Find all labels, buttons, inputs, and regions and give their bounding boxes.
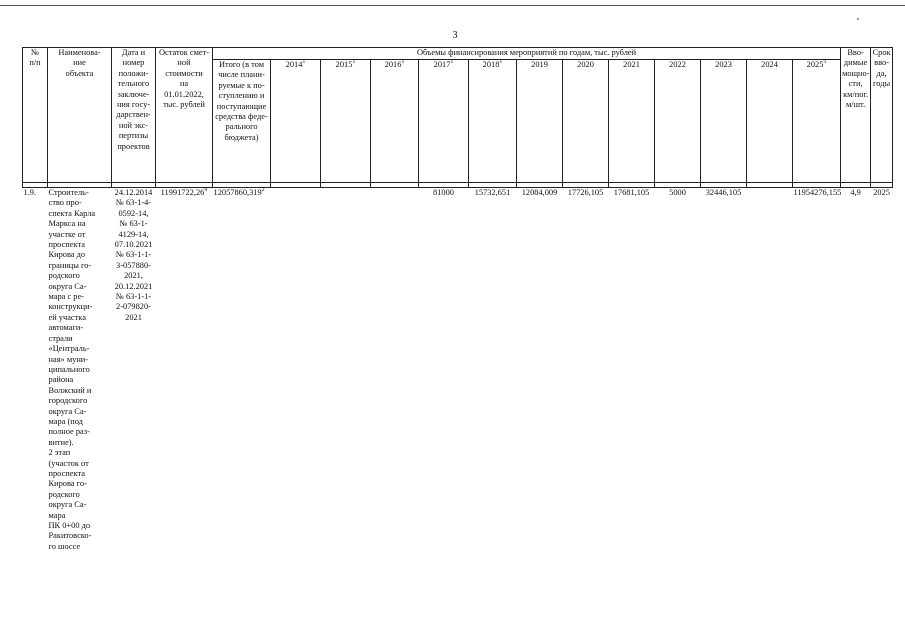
object-name-line: спекта Карла <box>48 208 96 218</box>
header-remaining-cost-line: стоимости <box>165 68 203 78</box>
year-value-2024 <box>747 188 793 589</box>
object-name-line: Ракитовско- <box>48 531 92 541</box>
object-name-line: мара <box>48 510 66 520</box>
header-year-2019: 2019 <box>517 60 563 183</box>
header-expertise-date-line: пертизы <box>118 131 149 141</box>
funding-table <box>22 47 893 588</box>
header-object-name-line: Наименова- <box>58 48 101 57</box>
header-total-line: средства феде- <box>215 112 268 122</box>
header-capacity-line: мощно- <box>842 68 870 78</box>
object-name-line: го шоссе <box>48 541 81 551</box>
header-expertise-date-line: проектов <box>117 141 150 151</box>
page-number: 3 <box>452 30 458 41</box>
year-value-2014 <box>271 188 321 589</box>
header-remaining-cost-line: 01.01.2022, <box>164 89 204 99</box>
header-expertise-date-line: ной экс- <box>118 120 149 130</box>
expertise-date <box>112 188 156 589</box>
object-name-line: ципального <box>48 364 90 374</box>
header-no-line: п/п <box>29 58 41 68</box>
year-value-2018: 15732,651 <box>474 188 511 197</box>
object-name-line: округа Са- <box>48 281 87 291</box>
header-capacity-line: м/шт. <box>845 100 866 110</box>
header-total-line: числе плани- <box>218 70 265 80</box>
scan-top-line <box>0 5 905 6</box>
header-year-2021: 2021 <box>609 60 655 183</box>
object-name-line: ство про- <box>48 198 82 208</box>
header-capacity-line: Вво- <box>847 48 864 57</box>
object-name-line: Кирова го- <box>48 479 87 489</box>
term-value: 2025 <box>873 188 890 197</box>
header-total-line: поступающие <box>216 101 267 111</box>
capacity-value: 4,9 <box>850 188 861 197</box>
object-name-line: ей участка <box>48 312 86 322</box>
expertise-date-line: 2021, <box>124 271 143 281</box>
object-name-line: витие). <box>48 437 74 447</box>
header-expertise-date-line: Дата и <box>121 48 146 57</box>
expertise-date-line: 4129-14, <box>118 229 149 239</box>
table-row <box>23 188 893 589</box>
header-remaining-cost <box>156 48 213 183</box>
header-capacity-line: сти, <box>848 79 863 89</box>
row-number: 1.9. <box>23 188 37 197</box>
header-total-line: Итого (в том <box>218 60 264 69</box>
header-year-2024: 2024 <box>747 60 793 183</box>
object-name <box>48 188 112 589</box>
header-term-line: вво- <box>874 58 889 68</box>
header-object-name-line: объекта <box>65 68 94 78</box>
year-value-2023: 32446,105 <box>705 188 742 197</box>
expertise-date-line: 24.12.2014 <box>114 188 153 197</box>
header-term-line: годы <box>873 79 891 89</box>
object-name-line: участке от <box>48 229 86 239</box>
header-year-2014: 2014$^1$ <box>271 60 321 183</box>
year-value-2016 <box>371 188 419 589</box>
header-total <box>213 60 271 183</box>
header-term-line: да, <box>876 68 887 78</box>
header-expertise-date-line: заключе- <box>117 89 150 99</box>
expertise-date-line: 20.12.2021 <box>114 281 153 291</box>
object-name-line: округа Са- <box>48 406 87 416</box>
total-amount: 12057860,319$^2$ <box>213 187 265 197</box>
header-total-line: ступлению и <box>218 91 265 101</box>
header-year-2022: 2022 <box>655 60 701 183</box>
header-expertise-date <box>112 48 156 183</box>
object-name-line: мара с ре- <box>48 292 84 302</box>
object-name-line: 2 этап <box>48 448 71 458</box>
expertise-date-line: № 63-1-1- <box>115 292 152 302</box>
object-name-line: конструкци- <box>48 302 93 312</box>
object-name-line: проспекта <box>48 468 85 478</box>
year-value-2021: 17681,105 <box>613 188 650 197</box>
object-name-line: городского <box>48 396 88 406</box>
object-name-line: проспекта <box>48 240 85 250</box>
header-year-2017: 2017$^1$ <box>419 60 469 183</box>
header-capacity-line: км/пог. <box>843 89 869 99</box>
header-expertise-date-line: дарствен- <box>116 110 151 120</box>
expertise-date-line: 3-057880- <box>116 260 151 270</box>
object-name-line: мара (под <box>48 416 83 426</box>
expertise-date-line: 2021 <box>125 312 142 322</box>
year-value-2022: 5000 <box>669 188 686 197</box>
header-year-2015: 2015$^1$ <box>321 60 371 183</box>
expertise-date-line: 07.10.2021 <box>114 240 153 250</box>
object-name-line: родского <box>48 271 80 281</box>
header-capacity-line: димые <box>843 58 868 68</box>
object-name-line: Волжский и <box>48 385 92 395</box>
header-no <box>23 48 48 183</box>
header-funding-group: Объемы финансирования мероприятий по годам, тыс. рублей <box>213 48 841 60</box>
year-value-2020: 17726,105 <box>567 188 604 197</box>
header-year-2023: 2023 <box>701 60 747 183</box>
expertise-date-line: 0592-14, <box>118 208 149 218</box>
header-no-line: № <box>31 48 39 57</box>
header-capacity <box>841 48 871 183</box>
object-name-line: Кирова до <box>48 250 86 260</box>
object-name-line: ная» муни- <box>48 354 89 364</box>
year-value-2025: 11954276,155 <box>793 188 842 197</box>
object-name-line: (участок от <box>48 458 89 468</box>
object-name-line: границы го- <box>48 260 92 270</box>
object-name-line: Маркса на <box>48 219 86 229</box>
year-value-2019: 12084,009 <box>521 188 558 197</box>
header-remaining-cost-line: тыс. рублей <box>163 100 205 110</box>
header-expertise-date-line: ния госу- <box>116 100 151 110</box>
remaining-cost: 11991722,26$^9$ <box>160 187 208 197</box>
header-expertise-date-line: положи- <box>118 68 149 78</box>
object-name-line: «Централь- <box>48 344 90 354</box>
object-name-line: страли <box>48 333 73 343</box>
header-remaining-cost-line: Остаток смет- <box>158 48 210 57</box>
header-year-2025: 2025$^5$ <box>793 60 841 183</box>
header-expertise-date-line: тельного <box>117 79 150 89</box>
header-year-2020: 2020 <box>563 60 609 183</box>
header-total-line: руемые к по- <box>218 80 265 90</box>
header-remaining-cost-line: на <box>179 79 189 89</box>
expertise-date-line: № 63-1- <box>119 219 148 229</box>
scan-speck <box>857 18 859 20</box>
header-expertise-date-line: номер <box>122 58 145 68</box>
object-name-line: полное раз- <box>48 427 90 437</box>
object-name-line: автомаги- <box>48 323 84 333</box>
header-remaining-cost-line: ной <box>177 58 191 68</box>
object-name-line: Строитель- <box>48 188 89 197</box>
header-term-line: Срок <box>872 48 891 57</box>
object-name-line: района <box>48 375 74 385</box>
object-name-line: родского <box>48 489 80 499</box>
expertise-date-line: № 63-1-1- <box>115 250 152 260</box>
header-object-name-line: ние <box>73 58 86 68</box>
object-name-line: ПК 0+00 до <box>48 521 91 530</box>
expertise-date-line: 2-079820- <box>116 302 151 312</box>
header-total-line: бюджета) <box>224 132 259 142</box>
header-total-line: рального <box>225 122 258 132</box>
year-value-2017: 81000 <box>433 188 454 197</box>
header-term <box>871 48 893 183</box>
expertise-date-line: № 63-1-4- <box>115 198 152 208</box>
year-value-2015 <box>321 188 371 589</box>
header-year-2016: 2016$^1$ <box>371 60 419 183</box>
header-object-name <box>48 48 112 183</box>
object-name-line: округа Са- <box>48 500 87 510</box>
header-year-2018: 2018$^1$ <box>469 60 517 183</box>
